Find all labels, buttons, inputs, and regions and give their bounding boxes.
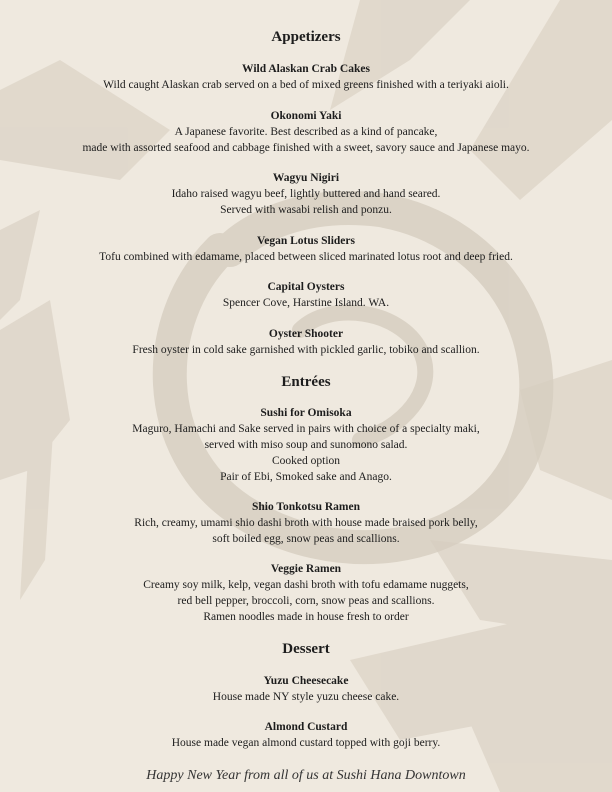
item-description: Cooked option xyxy=(271,455,341,467)
menu-item xyxy=(0,673,612,705)
menu-item xyxy=(0,279,612,311)
item-description: A Japanese favorite. Best described as a kind of pancake, xyxy=(174,126,438,138)
menu-item xyxy=(0,108,612,156)
menu-item xyxy=(0,405,612,485)
footer-greeting: Happy New Year from all of us at Sushi Hana Downtown xyxy=(146,768,466,783)
item-description: Rich, creamy, umami shio dashi broth with house made braised pork belly, xyxy=(134,517,478,529)
item-name: Sushi for Omisoka xyxy=(260,407,352,419)
item-description: Spencer Cove, Harstine Island. WA. xyxy=(222,297,390,309)
item-name: Vegan Lotus Sliders xyxy=(257,235,355,247)
item-name: Oyster Shooter xyxy=(268,328,344,340)
item-description: House made vegan almond custard topped with goji berry. xyxy=(171,737,441,749)
item-description: Wild caught Alaskan crab served on a bed of mixed greens finished with a teriyaki aioli. xyxy=(103,79,509,91)
item-description: Ramen noodles made in house fresh to order xyxy=(203,611,409,623)
item-name: Wagyu Nigiri xyxy=(272,172,340,184)
item-name: Veggie Ramen xyxy=(270,563,342,575)
item-name: Shio Tonkotsu Ramen xyxy=(251,501,361,513)
item-description: Idaho raised wagyu beef, lightly buttered and hand seared. xyxy=(171,188,441,200)
item-description: soft boiled egg, snow peas and scallions. xyxy=(212,533,400,545)
section-title-entrees: Entrées xyxy=(281,374,331,390)
item-name: Capital Oysters xyxy=(267,281,345,293)
menu-item xyxy=(0,499,612,547)
menu-item xyxy=(0,170,612,218)
item-name: Almond Custard xyxy=(264,721,348,733)
menu-item xyxy=(0,719,612,751)
item-description: Fresh oyster in cold sake garnished with pickled garlic, tobiko and scallion. xyxy=(132,344,480,356)
section-title-appetizers: Appetizers xyxy=(271,29,341,45)
item-description: made with assorted seafood and cabbage finished with a sweet, savory sauce and Japanese mayo. xyxy=(82,142,530,154)
menu-item xyxy=(0,233,612,265)
item-description: Pair of Ebi, Smoked sake and Anago. xyxy=(220,471,392,483)
section-title-dessert: Dessert xyxy=(282,641,330,657)
item-description: House made NY style yuzu cheese cake. xyxy=(212,691,400,703)
menu-item xyxy=(0,326,612,358)
item-description: red bell pepper, broccoli, corn, snow peas and scallions. xyxy=(177,595,435,607)
item-description: Creamy soy milk, kelp, vegan dashi broth with tofu edamame nuggets, xyxy=(143,579,469,591)
item-name: Okonomi Yaki xyxy=(270,110,342,122)
item-name: Wild Alaskan Crab Cakes xyxy=(242,63,370,75)
menu-item xyxy=(0,561,612,625)
item-name: Yuzu Cheesecake xyxy=(263,675,349,687)
item-description: Served with wasabi relish and ponzu. xyxy=(220,204,392,216)
item-description: served with miso soup and sunomono salad. xyxy=(204,439,408,451)
item-description: Maguro, Hamachi and Sake served in pairs with choice of a specialty maki, xyxy=(132,423,480,435)
item-description: Tofu combined with edamame, placed between sliced marinated lotus root and deep fried. xyxy=(99,251,513,263)
menu-item xyxy=(0,61,612,93)
